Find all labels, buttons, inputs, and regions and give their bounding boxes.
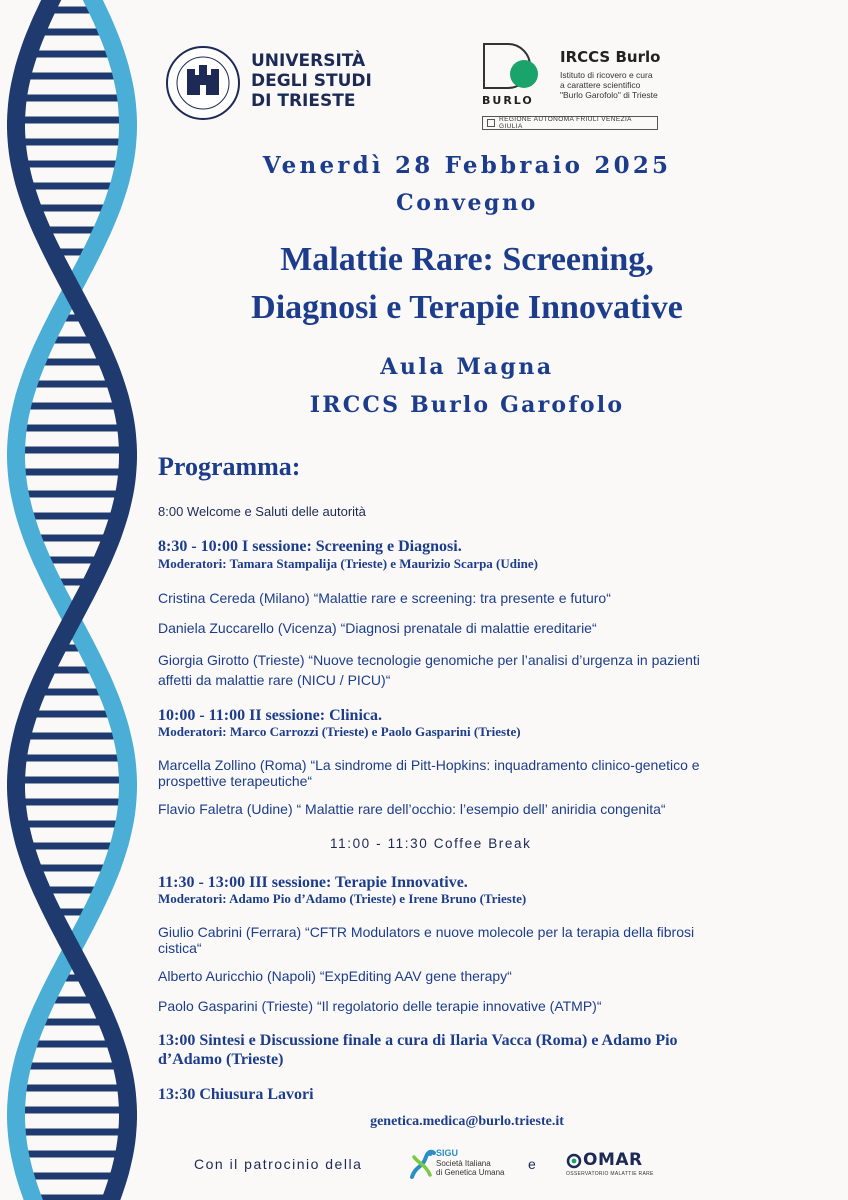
session2-title: 10:00 - 11:00 II sessione: Clinica.: [158, 707, 382, 724]
sigu-line2: di Genetica Umana: [436, 1168, 505, 1177]
session3-talk1: [158, 924, 818, 956]
sigu-logo: [408, 1147, 518, 1183]
session1-title: 8:30 - 10:00 I sessione: Screening e Diagnosi.: [158, 538, 462, 555]
university-name-line3: DI TRIESTE: [251, 91, 356, 111]
university-name-line1: UNIVERSITÀ: [251, 51, 366, 71]
irccs-burlo-subtitle: [560, 70, 670, 100]
omar-ring-icon: [566, 1153, 582, 1169]
event-title-line1: Malattie Rare: Screening,: [280, 241, 654, 278]
closing-item: 13:30 Chiusura Lavori: [158, 1086, 314, 1103]
session1-moderators: Moderatori: Tamara Stampalija (Trieste) e Maurizio Scarpa (Udine): [158, 556, 538, 571]
session2-talk1-line1: Marcella Zollino (Roma) “La sindrome di Pitt-Hopkins: inquadramento clinico-genetico e: [158, 757, 700, 773]
sigu-text: [436, 1149, 504, 1178]
session3-moderators: Moderatori: Adamo Pio d’Adamo (Trieste) e Irene Bruno (Trieste): [158, 891, 527, 906]
session3-talk1-line1: Giulio Cabrini (Ferrara) “CFTR Modulators e nuove molecole per la terapia della fibrosi: [158, 924, 695, 940]
session2-talk2: Flavio Faletra (Udine) “ Malattie rare dell’occhio: l’esempio dell’ aniridia congenita“: [158, 801, 666, 817]
sigu-short: SIGU: [436, 1148, 459, 1158]
session3-talk1-line2: cistica“: [158, 940, 202, 956]
university-name: [251, 51, 411, 111]
patronage-label: Con il patrocinio della: [194, 1156, 363, 1172]
final-discussion: [158, 1031, 818, 1069]
contact-email[interactable]: genetica.medica@burlo.trieste.it: [370, 1114, 564, 1129]
event-kind: Convegno: [396, 190, 538, 216]
session2-talk1-line2: prospettive terapeutiche“: [158, 773, 313, 789]
sigu-line1: Società Italiana: [436, 1158, 491, 1168]
region-label: REGIONE AUTONOMA FRIULI VENEZIA GIULIA: [498, 116, 632, 130]
session3-title: 11:30 - 13:00 III sessione: Terapie Innovative.: [158, 874, 468, 891]
session1-talk3-line1: Giorgia Girotto (Trieste) “Nuove tecnologie genomiche per l’analisi d’urgenza in pazienti: [158, 652, 700, 668]
burlo-wordmark: BURLO: [482, 94, 534, 107]
final-discussion-line1: 13:00 Sintesi e Discussione finale a cura di Ilaria Vacca (Roma) e Adamo Pio: [158, 1032, 678, 1049]
omar-subtitle: OSSERVATORIO MALATTIE RARE: [566, 1171, 654, 1177]
session1-talk3: [158, 651, 818, 689]
coffee-break: 11:00 - 11:30 Coffee Break: [330, 836, 532, 851]
university-seal-icon: [165, 45, 241, 121]
programme-heading: Programma:: [158, 452, 301, 481]
burlo-mark-icon: [478, 38, 544, 100]
event-title: [150, 236, 784, 332]
venue-line2: IRCCS Burlo Garofolo: [309, 392, 625, 418]
final-discussion-line2: d’Adamo (Trieste): [158, 1051, 284, 1068]
omar-word: OMAR: [583, 1150, 643, 1170]
session1-talk2: Daniela Zuccarello (Vicenza) “Diagnosi prenatale di malattie ereditarie“: [158, 620, 597, 636]
session1-talk3-line2: affetti da malattie rare (NICU / PICU)“: [158, 672, 391, 688]
event-date: Venerdì 28 Febbraio 2025: [262, 152, 672, 179]
welcome-item: 8:00 Welcome e Saluti delle autorità: [158, 504, 366, 519]
irccs-burlo-logo: [478, 38, 660, 130]
irccs-subtitle-line3: "Burlo Garofolo" di Trieste: [560, 90, 658, 100]
region-banner: [482, 116, 658, 130]
university-name-line2: DEGLI STUDI: [251, 71, 372, 91]
irccs-subtitle-line2: a carattere scientifico: [560, 80, 641, 90]
venue-line1: Aula Magna: [380, 354, 554, 380]
session2-talk1: [158, 757, 818, 789]
session3-talk2: Alberto Auricchio (Napoli) “ExpEditing AAV gene therapy“: [158, 968, 512, 984]
dna-helix-decoration: [0, 0, 150, 1200]
session3-talk3: Paolo Gasparini (Trieste) “Il regolatorio delle terapie innovative (ATMP)“: [158, 998, 602, 1014]
session1-talk1: Cristina Cereda (Milano) “Malattie rare e screening: tra presente e futuro“: [158, 590, 611, 606]
universita-trieste-logo: [165, 45, 405, 125]
event-title-line2: Diagnosi e Terapie Innovative: [251, 289, 683, 326]
irccs-subtitle-line1: Istituto di ricovero e cura: [560, 70, 653, 80]
patronage-and: e: [528, 1156, 536, 1172]
region-flag-icon: [487, 119, 495, 127]
irccs-burlo-title: IRCCS Burlo: [560, 48, 661, 66]
sigu-figure-icon: [408, 1147, 438, 1181]
omar-logo: [566, 1150, 656, 1180]
session2-moderators: Moderatori: Marco Carrozzi (Trieste) e Paolo Gasparini (Trieste): [158, 724, 521, 739]
